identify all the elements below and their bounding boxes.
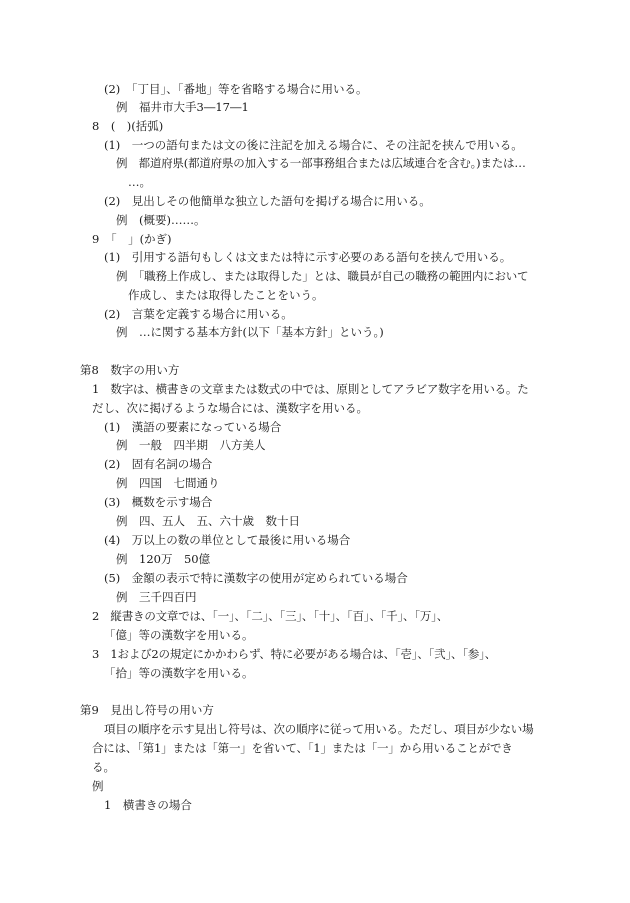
text-line: 例 都道府県(都道府県の加入する一部事務組合または広域連合を含む。)または… bbox=[116, 156, 526, 170]
text-line: (3) 概数を示す場合 bbox=[104, 495, 213, 509]
text-line: 1 数字は、横書きの文章または数式の中では、原則としてアラビア数字を用いる。た bbox=[92, 382, 529, 396]
text-line: る。 bbox=[92, 760, 115, 774]
text-line: 「拾」等の漢数字を用いる。 bbox=[104, 666, 254, 680]
section-heading: 第8 数字の用い方 bbox=[80, 363, 180, 377]
text-line: 例 一般 四半期 八方美人 bbox=[116, 438, 266, 452]
text-line: (4) 万以上の数の単位として最後に用いる場合 bbox=[104, 533, 351, 547]
text-line: 例 「職務上作成し、または取得した」とは、職員が自己の職務の範囲内において bbox=[116, 269, 529, 283]
text-line: 合には、「第1」または「第一」を省いて、「1」または「一」から用いることができ bbox=[92, 741, 513, 755]
text-line: 例 bbox=[92, 779, 104, 793]
text-line: 「億」等の漢数字を用いる。 bbox=[104, 628, 254, 642]
text-line: 例 120万 50億 bbox=[116, 552, 211, 566]
text-line: (2) 固有名詞の場合 bbox=[104, 457, 213, 471]
text-line: 例 福井市大手3―17―1 bbox=[116, 100, 249, 114]
text-line: (1) 一つの語句または文の後に注記を加える場合に、その注記を挟んで用いる。 bbox=[104, 138, 523, 152]
text-line: (2) 見出しその他簡単な独立した語句を掲げる場合に用いる。 bbox=[104, 194, 431, 208]
text-line: だし、次に掲げるような場合には、漢数字を用いる。 bbox=[92, 401, 368, 415]
text-line: 例 …に関する基本方針(以下「基本方針」という。) bbox=[116, 325, 384, 339]
text-line: (1) 引用する語句もしくは文または特に示す必要のある語句を挟んで用いる。 bbox=[104, 250, 512, 264]
text-line: 項目の順序を示す見出し符号は、次の順序に従って用いる。ただし、項目が少ない場 bbox=[104, 722, 534, 736]
text-line: 1 横書きの場合 bbox=[104, 798, 192, 812]
text-line: (5) 金額の表示で特に漢数字の使用が定められている場合 bbox=[104, 571, 408, 585]
text-line: 例 三千四百円 bbox=[116, 590, 197, 604]
text-line: 2 縦書きの文章では、「一」、「二」、「三」、「十」、「百」、「千」、「万」、 bbox=[92, 609, 449, 623]
text-line: (1) 漢語の要素になっている場合 bbox=[104, 420, 282, 434]
text-line: 作成し、または取得したことをいう。 bbox=[128, 288, 324, 302]
section-heading: 第9 見出し符号の用い方 bbox=[80, 703, 214, 717]
text-line: (2) 「丁目」、「番地」等を省略する場合に用いる。 bbox=[104, 82, 368, 96]
text-line: 8 ( )(括弧) bbox=[92, 119, 164, 133]
text-line: 例 四、五人 五、六十歳 数十日 bbox=[116, 514, 300, 528]
text-line: …。 bbox=[128, 175, 151, 189]
text-line: 例 (概要)……。 bbox=[116, 213, 206, 227]
text-line: 9 「 」(かぎ) bbox=[92, 232, 172, 246]
text-line: (2) 言葉を定義する場合に用いる。 bbox=[104, 307, 293, 321]
text-line: 3 1および2の規定にかかわらず、特に必要がある場合は、「壱」、「弐」、「参」、 bbox=[92, 647, 497, 661]
text-line: 例 四国 七間通り bbox=[116, 476, 220, 490]
